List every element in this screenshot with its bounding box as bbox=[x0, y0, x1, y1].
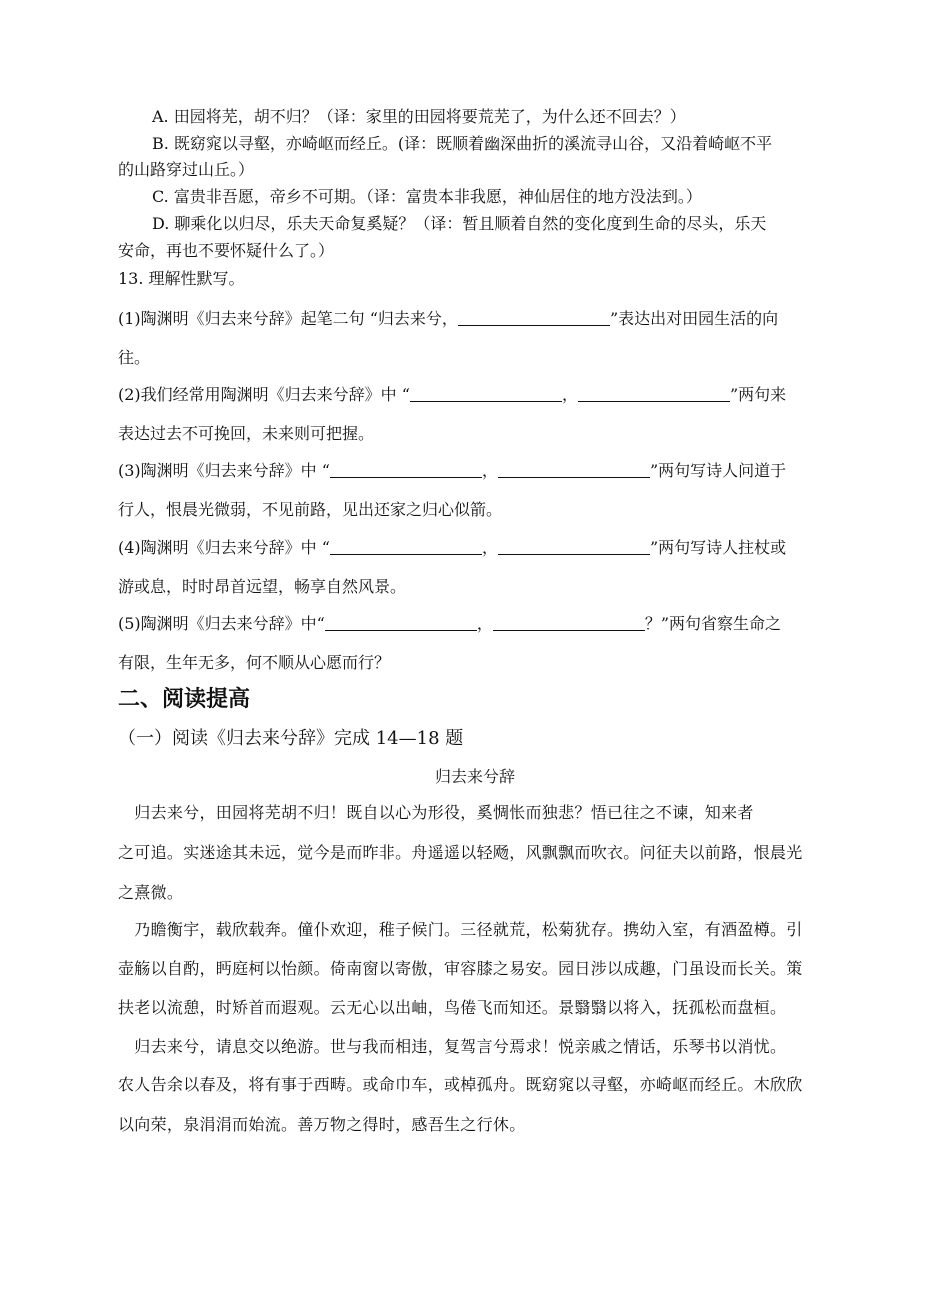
item-3-text-a: (3)陶渊明《归去来兮辞》中 “ bbox=[118, 461, 330, 480]
item-3-sep: ， bbox=[481, 461, 498, 480]
item-5-text-a: (5)陶渊明《归去来兮辞》中“ bbox=[118, 614, 325, 633]
answer-blank[interactable] bbox=[330, 538, 482, 555]
question-13-item-3-cont: 行人，恨晨光微弱，不见前路，见出还家之归心似箭。 bbox=[118, 500, 503, 519]
answer-blank[interactable] bbox=[410, 385, 562, 402]
poem-line: 归去来兮，请息交以绝游。世与我而相违，复驾言兮焉求！悦亲戚之情话，乐琴书以消忧。 bbox=[118, 1037, 787, 1056]
answer-blank[interactable] bbox=[498, 461, 650, 478]
answer-blank[interactable] bbox=[330, 461, 482, 478]
section-subheading: （一）阅读《归去来兮辞》完成 14—18 题 bbox=[118, 728, 464, 749]
poem-line: 归去来兮，田园将芜胡不归！既自以心为形役，奚惆怅而独悲？悟已往之不谏，知来者 bbox=[118, 803, 754, 822]
item-2-sep: ， bbox=[561, 385, 578, 404]
poem-line: 扶老以流憩，时矫首而遐观。云无心以出岫，鸟倦飞而知还。景翳翳以将入，抚孤松而盘桓。 bbox=[118, 998, 787, 1017]
item-5-text-b: ？”两句省察生命之 bbox=[644, 614, 782, 633]
item-1-text-a: (1)陶渊明《归去来兮辞》起笔二句 “归去来兮， bbox=[118, 309, 458, 328]
option-a: A. 田园将芜，胡不归？（译：家里的田园将要荒芜了，为什么还不回去？） bbox=[152, 107, 686, 126]
option-b-line1: B. 既窈窕以寻壑，亦崎岖而经丘。(译：既顺着幽深曲折的溪流寻山谷，又沿着崎岖不平 bbox=[152, 134, 773, 153]
poem-line: 壶觞以自酌，眄庭柯以怡颜。倚南窗以寄傲，审容膝之易安。园日涉以成趣，门虽设而长关。策 bbox=[118, 959, 803, 978]
poem-line: 农人告余以春及，将有事于西畴。或命巾车，或棹孤舟。既窈窕以寻壑，亦崎岖而经丘。木欣欣 bbox=[118, 1075, 803, 1094]
poem-line: 乃瞻衡宇，载欣载奔。僮仆欢迎，稚子候门。三径就荒，松菊犹存。携幼入室，有酒盈樽。引 bbox=[118, 920, 803, 939]
item-4-sep: ， bbox=[481, 538, 498, 557]
poem-line: 以向荣，泉涓涓而始流。善万物之得时，感吾生之行休。 bbox=[118, 1115, 526, 1134]
question-13-item-2-cont: 表达过去不可挽回，未来则可把握。 bbox=[118, 424, 375, 443]
option-d-line2: 安命，再也不要怀疑什么了。） bbox=[118, 241, 335, 260]
item-2-text-b: ”两句来 bbox=[729, 385, 787, 404]
poem-line: 之可追。实迷途其未远，觉今是而昨非。舟遥遥以轻飏，风飘飘而吹衣。问征夫以前路，恨晨光 bbox=[118, 843, 803, 862]
item-4-text-a: (4)陶渊明《归去来兮辞》中 “ bbox=[118, 538, 330, 557]
question-13-item-2 bbox=[118, 384, 786, 406]
answer-blank[interactable] bbox=[325, 614, 477, 631]
question-13-item-5 bbox=[118, 613, 781, 635]
question-13-item-5-cont: 有限，生年无多，何不顺从心愿而行？ bbox=[118, 653, 391, 672]
answer-blank[interactable] bbox=[493, 614, 645, 631]
section-heading: 二、阅读提高 bbox=[118, 687, 251, 712]
question-13-title: 13. 理解性默写。 bbox=[118, 269, 245, 288]
option-b-line2: 的山路穿过山丘。） bbox=[118, 160, 255, 179]
item-1-text-b: ”表达出对田园生活的向 bbox=[609, 309, 779, 328]
question-13-item-4 bbox=[118, 537, 786, 559]
question-13-item-3 bbox=[118, 460, 786, 482]
question-13-item-1-cont: 往。 bbox=[118, 348, 151, 367]
answer-blank[interactable] bbox=[578, 385, 730, 402]
item-4-text-b: ”两句写诗人拄杖或 bbox=[649, 538, 787, 557]
poem-line: 之熹微。 bbox=[118, 883, 184, 902]
option-d-line1: D. 聊乘化以归尽，乐夫天命复奚疑？（译：暂且顺着自然的变化度到生命的尽头，乐天 bbox=[152, 214, 767, 233]
answer-blank[interactable] bbox=[498, 538, 650, 555]
question-13-item-1 bbox=[118, 308, 778, 330]
item-5-sep: ， bbox=[476, 614, 493, 633]
poem-title: 归去来兮辞 bbox=[434, 767, 515, 786]
item-3-text-b: ”两句写诗人问道于 bbox=[649, 461, 787, 480]
option-c: C. 富贵非吾愿，帝乡不可期。（译：富贵本非我愿，神仙居住的地方没法到。） bbox=[152, 187, 702, 206]
question-13-item-4-cont: 游或息，时时昂首远望，畅享自然风景。 bbox=[118, 577, 407, 596]
answer-blank[interactable] bbox=[458, 309, 610, 326]
item-2-text-a: (2)我们经常用陶渊明《归去来兮辞》中 “ bbox=[118, 385, 410, 404]
